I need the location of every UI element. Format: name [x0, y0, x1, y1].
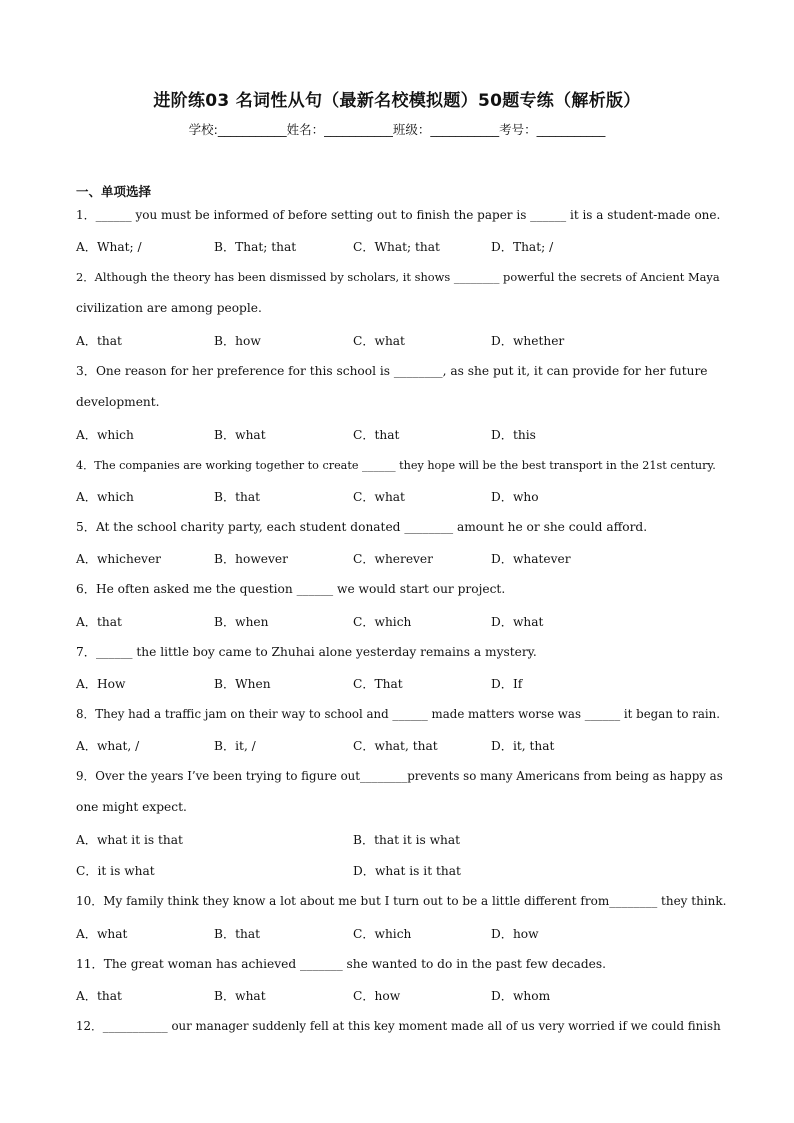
- question-11: 11．The great woman has achieved _______ she wanted to do in the past few decades.: [76, 957, 607, 971]
- option-c: C．that: [353, 428, 400, 442]
- option-b: B．how: [214, 334, 261, 348]
- page-title: 进阶练03 名词性从句（最新名校模拟题）50题专练（解析版）: [153, 91, 641, 111]
- question-7: 7．______ the little boy came to Zhuhai alone yesterday remains a mystery.: [76, 645, 537, 659]
- option-a: A．what it is that: [76, 833, 183, 847]
- option-c: C．what, that: [353, 739, 438, 753]
- option-d: D．what is it that: [353, 864, 461, 878]
- option-a: A．How: [76, 677, 126, 691]
- option-c: C．it is what: [76, 864, 155, 878]
- option-b: B．however: [214, 552, 288, 566]
- option-c: C．which: [353, 615, 412, 629]
- option-d: D．what: [491, 615, 544, 629]
- option-d: D．who: [491, 490, 539, 504]
- option-c: C．which: [353, 927, 412, 941]
- option-c: C．wherever: [353, 552, 433, 566]
- question-5: 5．At the school charity party, each student donated ________ amount he or she could afford.: [76, 520, 648, 534]
- option-a: A．what, /: [76, 739, 140, 753]
- option-d: D．whom: [491, 989, 551, 1003]
- question-6: 6．He often asked me the question ______ we would start our project.: [76, 582, 506, 596]
- question-3-continuation: development.: [76, 395, 160, 409]
- option-b: B．what: [214, 989, 266, 1003]
- option-b: B．when: [214, 615, 269, 629]
- option-a: A．that: [76, 334, 122, 348]
- question-2: 2．Although the theory has been dismissed by scholars, it shows ________ powerful the secrets of Ancient Maya: [76, 270, 720, 284]
- option-d: D．it, that: [491, 739, 555, 753]
- option-b: B．that: [214, 927, 261, 941]
- option-c: C．how: [353, 989, 401, 1003]
- option-b: B．that: [214, 490, 261, 504]
- option-c: C．What; that: [353, 240, 440, 254]
- option-a: A．whichever: [76, 552, 161, 566]
- option-b: B．that it is what: [353, 833, 461, 847]
- question-8: 8．They had a traffic jam on their way to school and ______ made matters worse was ______ it began to rain.: [76, 707, 721, 721]
- question-2-continuation: civilization are among people.: [76, 301, 262, 315]
- option-a: A．that: [76, 989, 122, 1003]
- question-9-options-row-1: [76, 831, 726, 862]
- question-12: 12．___________ our manager suddenly fell at this key moment made all of us very worried if we could finish: [76, 1019, 721, 1033]
- option-c: C．what: [353, 490, 405, 504]
- question-9: 9．Over the years I’ve been trying to figure out________prevents so many Americans from being as happy as: [76, 769, 723, 783]
- student-info-line: 学校:___________姓名：___________班级：___________考号：___________: [188, 122, 606, 137]
- option-d: D．whatever: [491, 552, 571, 566]
- option-c: C．what: [353, 334, 405, 348]
- option-b: B．That; that: [214, 240, 297, 254]
- option-d: D．That; /: [491, 240, 554, 254]
- question-4: 4．The companies are working together to create ______ they hope will be the best transport in the 21st century.: [76, 459, 716, 472]
- option-a: A．which: [76, 490, 134, 504]
- question-3: 3．One reason for her preference for this school is ________, as she put it, it can provide for her future: [76, 364, 708, 378]
- option-a: A．what: [76, 927, 128, 941]
- option-d: D．this: [491, 428, 536, 442]
- option-b: B．When: [214, 677, 271, 691]
- question-10: 10．My family think they know a lot about me but I turn out to be a little different from________ they think.: [76, 894, 727, 908]
- option-d: D．If: [491, 677, 523, 691]
- option-d: D．how: [491, 927, 539, 941]
- question-1: 1．______ you must be informed of before setting out to finish the paper is ______ it is a student-made one.: [76, 208, 721, 222]
- option-a: A．What; /: [76, 240, 142, 254]
- option-b: B．it, /: [214, 739, 256, 753]
- option-c: C．That: [353, 677, 403, 691]
- section-heading: 一、单项选择: [76, 184, 152, 199]
- option-b: B．what: [214, 428, 266, 442]
- option-a: A．that: [76, 615, 122, 629]
- option-d: D．whether: [491, 334, 565, 348]
- option-a: A．which: [76, 428, 134, 442]
- question-9-continuation: one might expect.: [76, 800, 187, 814]
